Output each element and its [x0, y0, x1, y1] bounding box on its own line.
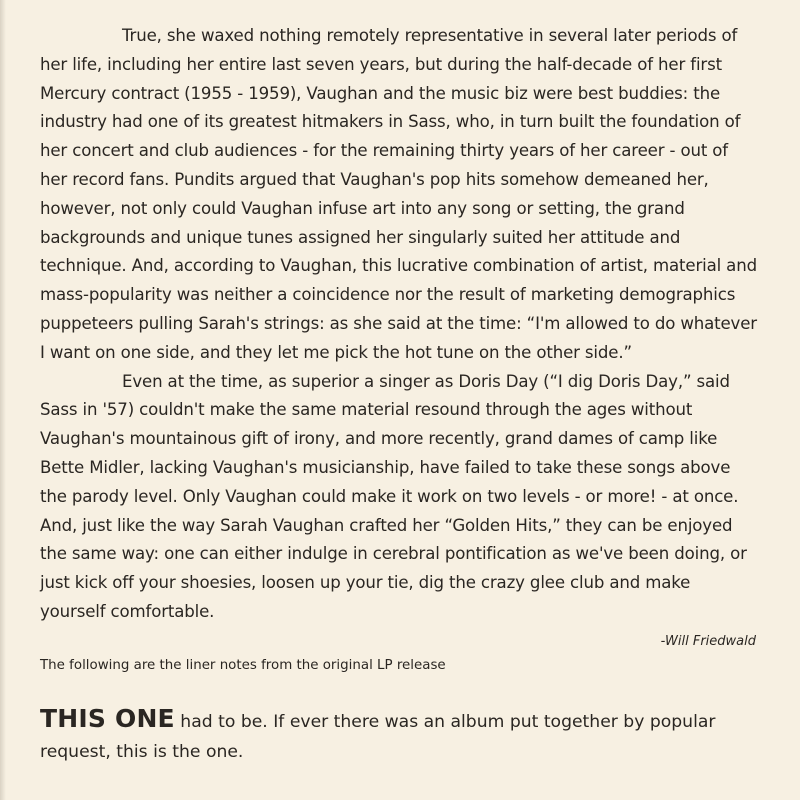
lead-words: THIS ONE: [40, 704, 175, 733]
essay-paragraph-1: True, she waxed nothing remotely representative in several later periods of her life, including her entire last seven years, but during the half-decade of her first Mercury contract (1955 - 1959), Vaughan and the music biz were best buddies: the industry had one of its greatest hitmakers in Sass, who, in turn built the foundation of her concert and club audiences - for the remaining thirty years of her career - out of her record fans. Pundits argued that Vaughan's pop hits somehow demeaned her, however, not only could Vaughan infuse art into any song or setting, the grand backgrounds and unique tunes assigned her singularly suited her attitude and technique. And, according to Vaughan, this lucrative combination of artist, material and mass-popularity was neither a coincidence nor the result of marketing demographics puppeteers pulling Sarah's strings: as she said at the time: “I'm allowed to do whatever I want on one side, and they let me pick the hot tune on the other side.”: [40, 26, 757, 362]
original-liner-notes: [40, 704, 760, 767]
author-signature: -Will Friedwald: [660, 634, 756, 649]
liner-notes-intro: The following are the liner notes from the original LP release: [40, 658, 446, 673]
essay-paragraph-2: Even at the time, as superior a singer as Doris Day (“I dig Doris Day,” said Sass in '57) couldn't make the same material resound through the ages without Vaughan's mountainous gift of irony, and more recently, grand dames of camp like Bette Midler, lacking Vaughan's musicianship, have failed to take these songs above the parody level. Only Vaughan could make it work on two levels - or more! - at once. And, just like the way Sarah Vaughan crafted her “Golden Hits,” they can be enjoyed the same way: one can either indulge in cerebral pontification as we've been doing, or just kick off your shoesies, loosen up your tie, dig the crazy glee club and make yourself comfortable.: [40, 371, 747, 621]
page-edge-shadow: [0, 0, 6, 800]
original-liner-text: had to be. If ever there was an album put together by popular request, this is the one.: [40, 712, 716, 762]
essay-body: [40, 22, 760, 627]
